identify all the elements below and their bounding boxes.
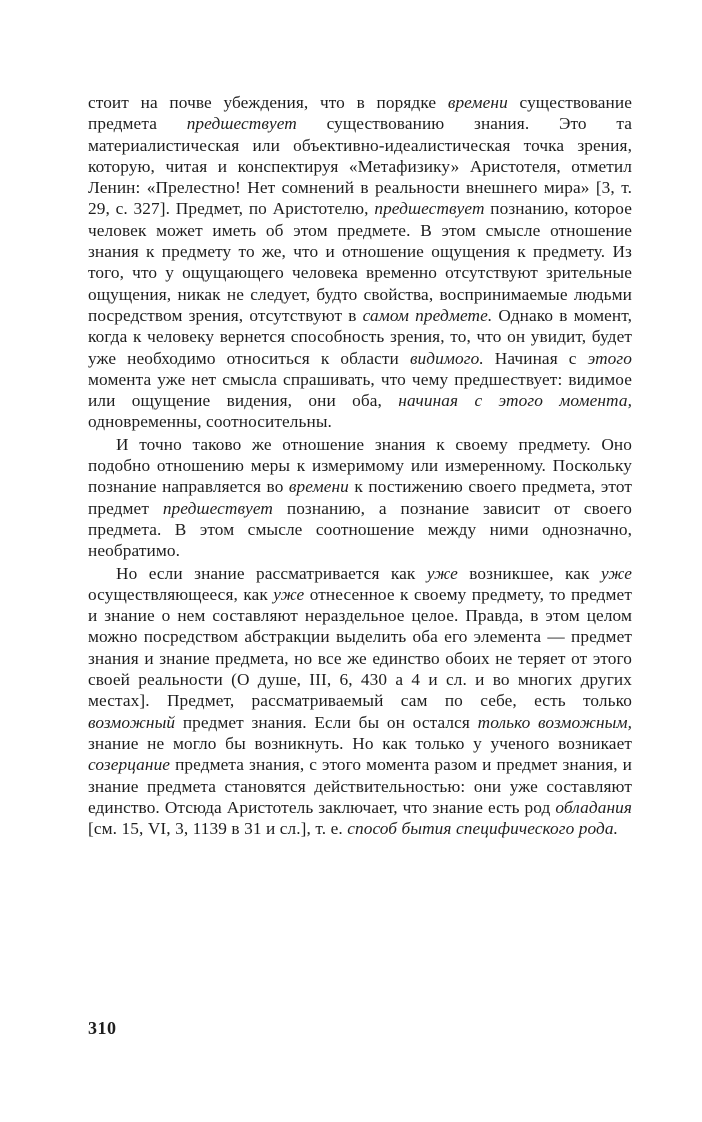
paragraph-1 [88, 92, 632, 433]
body-text: предмета знания, с этого момента разом и предмет знания, и знание предмета становятся действительностью: они уже составляют единство. Отсюда Аристотель заключает, что знание есть род [88, 755, 632, 817]
emphasis-text: этого [587, 348, 632, 368]
paragraph-2 [88, 434, 632, 562]
body-text: стоит на почве убеждения, что в порядке [88, 93, 448, 112]
page-body [88, 92, 632, 839]
emphasis-text: времени [288, 477, 349, 497]
paragraph-3 [88, 563, 632, 840]
body-text: отнесенное к своему предмету, то предмет и знание о нем составляют нераздельное целое. Правда, в этом целом можно посредством абстракции выделить оба его элемента — предмет знания и знание предмета, но все же единство обоих не теряет от этого своей реальности (О душе, III, 6, 430 а 4 и сл. и во многих других местах]. Предмет, рассматриваемый сам по себе, есть только [88, 584, 632, 711]
body-text: осуществляющееся, как [88, 584, 274, 604]
body-text: Но если знание рассматривается как [116, 563, 427, 583]
body-text: существование предмета [88, 93, 632, 134]
page-number: 310 [88, 1018, 117, 1038]
emphasis-text: предшествует [186, 114, 297, 134]
emphasis-text: возможный [88, 712, 176, 732]
emphasis-text: уже [600, 563, 632, 583]
body-text: Начиная с [483, 348, 588, 368]
emphasis-text: уже [426, 563, 458, 583]
emphasis-text: уже [273, 584, 305, 604]
body-text: [см. 15, VI, 3, 1139 в 31 и сл.], т. е. [88, 819, 348, 839]
emphasis-text: обладания [555, 797, 632, 817]
body-text: И точно таково же отношение знания к своему предмету. Оно подобно отношению меры к измеримому или измеренному. Поскольку познание направляется во [88, 434, 632, 497]
emphasis-text: только возможным, [477, 712, 632, 732]
emphasis-text: созерцание [88, 755, 171, 775]
emphasis-text: времени [447, 93, 508, 112]
emphasis-text: предшествует [374, 199, 485, 219]
body-text: познанию, которое человек может иметь об этом предмете. В этом смысле отношение знания к предмету то же, что и отношение ощущения к предмету. Из того, что у ощущающего человека временно отсутствуют зрительные ощущения, никак не следует, будто свойства, воспринимаемые людьми посредством зрения, отсутствуют в [88, 199, 632, 325]
body-text: момента уже нет смысла спрашивать, что чему предшествует: видимое или ощущение видения, они оба, [88, 369, 632, 411]
emphasis-text: начиная с этого момента, [398, 391, 632, 411]
body-text: Однако в момент, когда к человеку вернется способность зрения, то, что он увидит, будет уже необходимо относиться к области [88, 305, 632, 368]
body-text: одновременны, соотносительны. [88, 412, 332, 432]
emphasis-text: предшествует [162, 498, 274, 518]
body-text: возникшее, как [457, 563, 601, 583]
body-text: к постижению своего предмета, этот предмет [88, 477, 632, 518]
body-text: предмет знания. Если бы он остался [175, 712, 478, 732]
emphasis-text: видимого. [409, 348, 484, 368]
body-text: существованию знания. Это та материалистическая или объективно-идеалистическая точка зрения, которую, читая и конспектируя «Метафизику» Аристотеля, отметил Ленин: «Прелестно! Нет сомнений в реальности внешнего мира» [3, т. 29, с. 327]. Предмет, по Аристотелю, [88, 114, 632, 219]
emphasis-text: способ бытия специфического рода. [347, 819, 619, 839]
body-text: знание не могло бы возникнуть. Но как только у ученого возникает [88, 733, 632, 753]
body-text: познанию, а познание зависит от своего предмета. В этом смысле соотношение между ними однозначно, необратимо. [88, 498, 632, 561]
emphasis-text: самом предмете. [362, 305, 493, 325]
